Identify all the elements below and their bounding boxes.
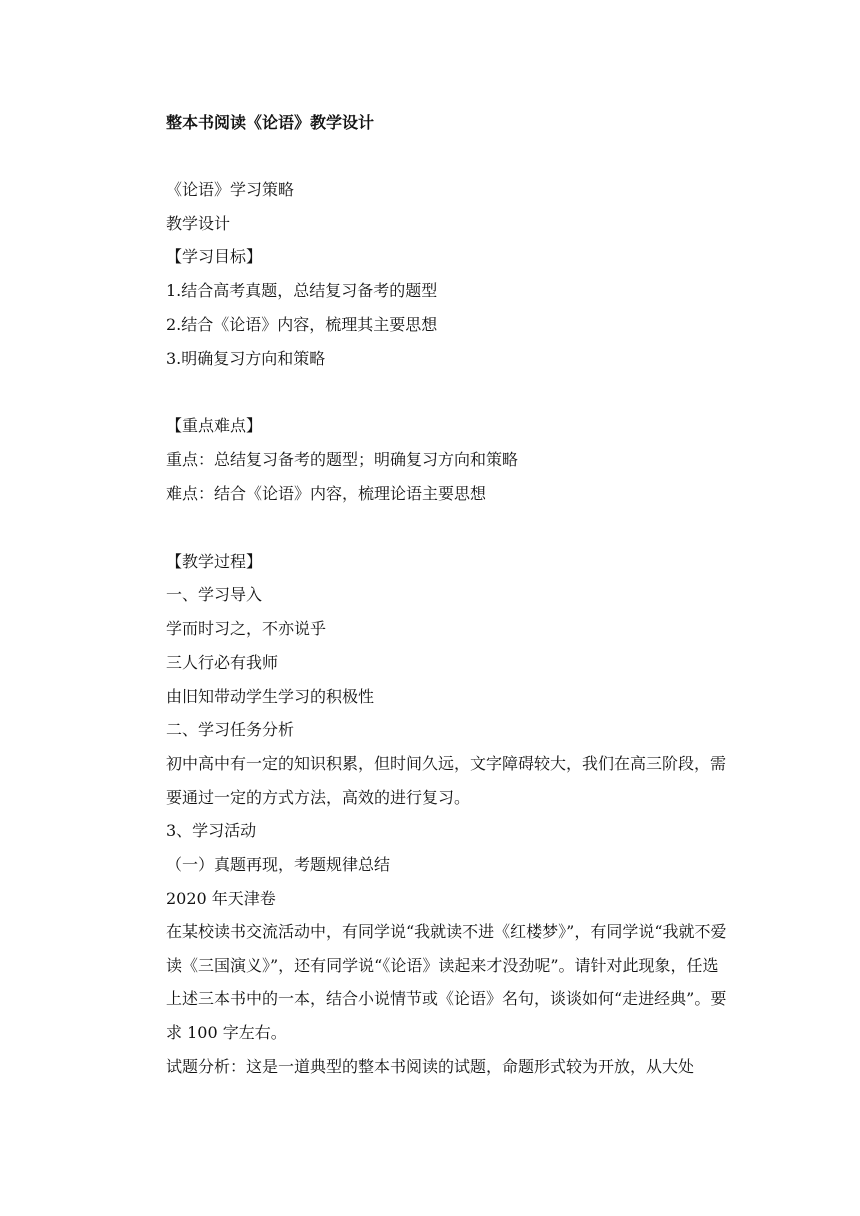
- goal-1: 1.结合高考真题，总结复习备考的题型: [166, 281, 438, 300]
- section-2-paragraph-text: 初中高中有一定的知识积累，但时间久远，文字障碍较大，我们在高三阶段，需要通过一定的方式方法，高效的进行复习。: [166, 754, 727, 807]
- goal-3: 3.明确复习方向和策略: [166, 349, 326, 368]
- section-1-line-1: 学而时习之，不亦说乎: [166, 619, 327, 638]
- section-design: 教学设计: [166, 214, 231, 233]
- document-title: 整本书阅读《论语》教学设计: [166, 113, 375, 132]
- exam-question-text: 在某校读书交流活动中，有同学说“我就读不进《红楼梦》”，有同学说“我就不爱读《三国演义》”，还有同学说“《论语》读起来才没劲呢”。请针对此现象，任选上述三本书中的一本，结合小说情节或《论语》名句，谈谈如何“走进经典”。要求 100 字左右。: [166, 922, 727, 1042]
- subtitle: 《论语》学习策略: [166, 180, 295, 199]
- section-1-line-3: 由旧知带动学生学习的积极性: [166, 687, 375, 706]
- exam-label: 2020 年天津卷: [166, 889, 276, 908]
- difficulty-point: 难点：结合《论语》内容，梳理论语主要思想: [166, 484, 487, 503]
- section-2-heading: 二、学习任务分析: [166, 720, 295, 739]
- goal-2: 2.结合《论语》内容，梳理其主要思想: [166, 315, 438, 334]
- heading-key-points: 【重点难点】: [166, 416, 263, 435]
- section-1-heading: 一、学习导入: [166, 585, 263, 604]
- section-3-subheading: （一）真题再现，考题规律总结: [166, 855, 391, 874]
- heading-process: 【教学过程】: [166, 552, 263, 571]
- exam-question: [166, 915, 732, 1049]
- key-point: 重点：总结复习备考的题型；明确复习方向和策略: [166, 450, 519, 469]
- heading-goals: 【学习目标】: [166, 247, 263, 266]
- analysis-line: 试题分析：这是一道典型的整本书阅读的试题，命题形式较为开放，从大处: [166, 1057, 695, 1076]
- section-1-line-2: 三人行必有我师: [166, 653, 279, 672]
- section-2-paragraph: [166, 747, 732, 814]
- section-3-heading: 3、学习活动: [166, 821, 257, 840]
